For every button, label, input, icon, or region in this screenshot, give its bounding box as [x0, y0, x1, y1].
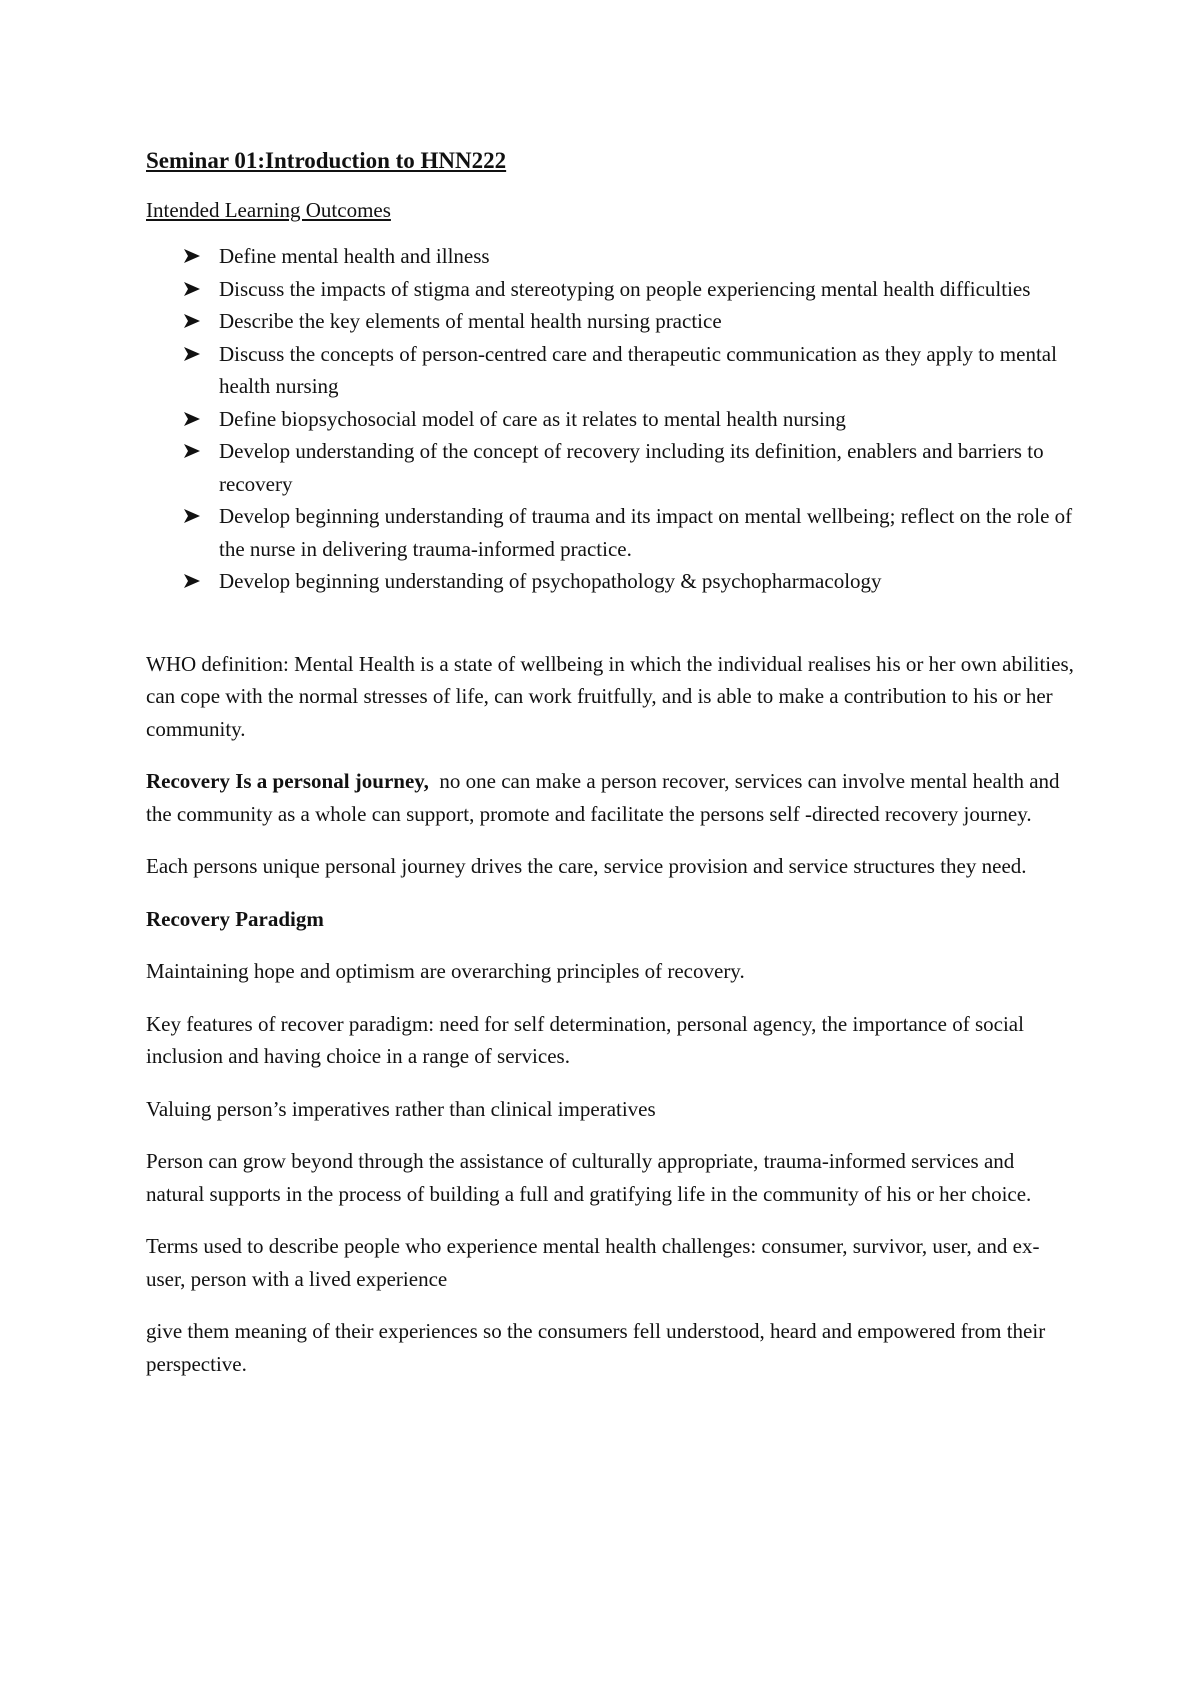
arrow-bullet-icon	[183, 338, 203, 370]
meaning-paragraph: give them meaning of their experiences so the consumers fell understood, heard and empowered from their perspective.	[146, 1319, 1046, 1376]
outcome-text: Develop understanding of the concept of recovery including its definition, enablers and barriers to recovery	[219, 439, 1044, 496]
outcome-text: Define mental health and illness	[219, 244, 490, 268]
outcome-text: Develop beginning understanding of psychopathology & psychopharmacology	[219, 569, 882, 593]
outcome-text: Discuss the concepts of person-centred care and therapeutic communication as they apply to mental health nursing	[219, 341, 1057, 398]
grow-paragraph: Person can grow beyond through the assistance of culturally appropriate, trauma-informed services and natural supports in the process of building a full and gratifying life in the community of his or her choice.	[146, 1149, 1032, 1206]
terms-paragraph: Terms used to describe people who experience mental health challenges: consumer, survivor, user, and ex-user, person with a lived experience	[146, 1234, 1040, 1291]
learning-outcomes-list	[146, 240, 1076, 598]
list-item	[146, 273, 1076, 306]
outcome-text: Discuss the impacts of stigma and stereotyping on people experiencing mental health difficulties	[219, 276, 1031, 301]
list-item	[146, 500, 1076, 565]
recovery-paradigm-heading: Recovery Paradigm	[146, 906, 324, 931]
recovery-journey-bold: Recovery Is a personal journey,	[146, 769, 429, 793]
list-item	[146, 565, 1076, 598]
valuing-paragraph: Valuing person’s imperatives rather than clinical imperatives	[146, 1096, 656, 1121]
outcome-text: Develop beginning understanding of trauma and its impact on mental wellbeing; reflect on the role of the nurse in delivering trauma-informed practice.	[219, 504, 1073, 561]
personal-journey-paragraph: Each persons unique personal journey drives the care, service provision and service structures they need.	[146, 854, 1027, 878]
hope-paragraph: Maintaining hope and optimism are overarching principles of recovery.	[146, 959, 745, 983]
list-item	[146, 403, 1076, 436]
arrow-bullet-icon	[183, 403, 203, 435]
document-title: Seminar 01:Introduction to HNN222	[146, 148, 507, 173]
arrow-bullet-icon	[183, 435, 203, 467]
recovery-journey-paragraph	[146, 765, 1076, 830]
key-features-paragraph: Key features of recover paradigm: need for self determination, personal agency, the importance of social inclusion and having choice in a range of services.	[146, 1011, 1024, 1068]
document-page	[146, 146, 1076, 1400]
outcome-text: Define biopsychosocial model of care as it relates to mental health nursing	[219, 406, 846, 431]
recovery-journey-text: no one can make a person recover, services can involve mental health and the community as a whole can support, promote and facilitate the persons self -directed recovery journey.	[146, 769, 1065, 826]
list-item	[146, 338, 1076, 403]
arrow-bullet-icon	[183, 305, 203, 337]
outcome-text: Describe the key elements of mental health nursing practice	[219, 309, 722, 333]
who-definition-paragraph: WHO definition: Mental Health is a state of wellbeing in which the individual realises his or her own abilities, can cope with the normal stresses of life, can work fruitfully, and is able to make a contribution to his or her community.	[146, 651, 1074, 741]
arrow-bullet-icon	[183, 500, 203, 532]
arrow-bullet-icon	[183, 273, 203, 305]
list-item	[146, 240, 1076, 273]
list-item	[146, 435, 1076, 500]
learning-outcomes-heading: Intended Learning Outcomes	[146, 198, 391, 222]
arrow-bullet-icon	[183, 565, 203, 597]
arrow-bullet-icon	[183, 240, 203, 272]
list-item	[146, 305, 1076, 338]
